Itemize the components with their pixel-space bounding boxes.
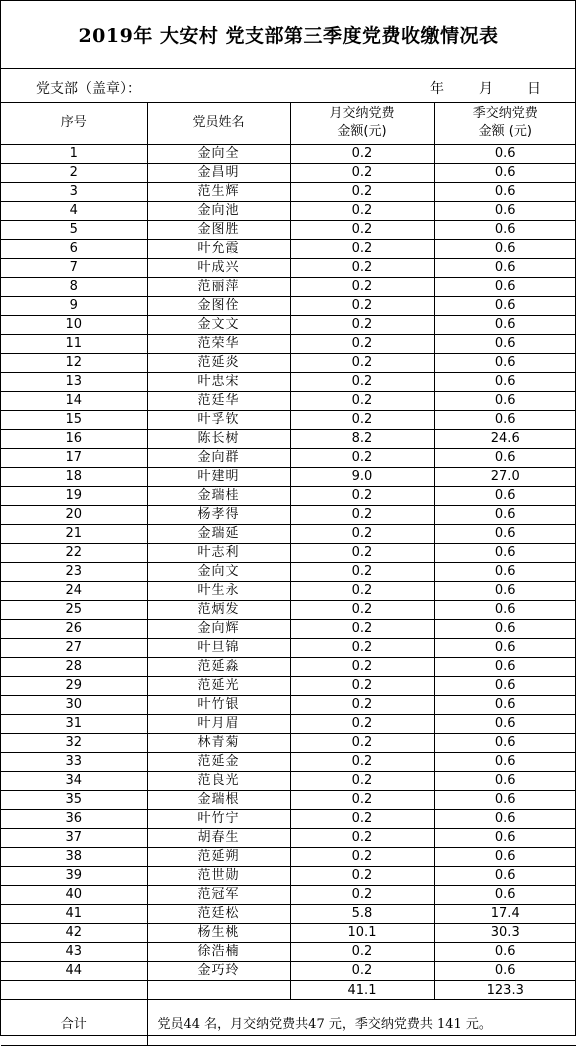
monthly-fee-cell: 0.2 bbox=[290, 449, 434, 468]
table-row bbox=[1, 278, 576, 297]
monthly-fee-cell: 8.2 bbox=[290, 430, 434, 449]
member-name-cell: 杨生桃 bbox=[147, 924, 290, 943]
member-name-cell: 范延光 bbox=[147, 677, 290, 696]
table-row bbox=[1, 164, 576, 183]
monthly-fee-cell: 0.2 bbox=[290, 753, 434, 772]
quarterly-fee-cell: 0.6 bbox=[434, 943, 576, 962]
monthly-fee-cell: 0.2 bbox=[290, 278, 434, 297]
quarterly-fee-cell: 0.6 bbox=[434, 696, 576, 715]
table-row bbox=[1, 335, 576, 354]
quarterly-fee-cell: 0.6 bbox=[434, 886, 576, 905]
member-name-cell: 范延淼 bbox=[147, 658, 290, 677]
seq-cell: 22 bbox=[1, 544, 147, 563]
seq-cell: 14 bbox=[1, 392, 147, 411]
monthly-fee-cell: 0.2 bbox=[290, 715, 434, 734]
monthly-fee-cell: 0.2 bbox=[290, 772, 434, 791]
monthly-fee-cell: 0.2 bbox=[290, 240, 434, 259]
monthly-fee-cell: 0.2 bbox=[290, 525, 434, 544]
member-name-cell: 金瑞桂 bbox=[147, 487, 290, 506]
quarterly-fee-cell: 0.6 bbox=[434, 354, 576, 373]
seq-cell: 38 bbox=[1, 848, 147, 867]
monthly-fee-cell: 0.2 bbox=[290, 487, 434, 506]
monthly-fee-cell: 0.2 bbox=[290, 297, 434, 316]
quarterly-fee-cell: 0.6 bbox=[434, 297, 576, 316]
quarterly-fee-cell: 0.6 bbox=[434, 962, 576, 981]
quarterly-fee-cell: 0.6 bbox=[434, 164, 576, 183]
quarterly-fee-cell: 30.3 bbox=[434, 924, 576, 943]
quarterly-fee-cell: 0.6 bbox=[434, 639, 576, 658]
summary-text: 党员44 名，月交纳党费共47 元，季交纳党费共 141 元。 bbox=[147, 1000, 576, 1046]
monthly-fee-cell: 0.2 bbox=[290, 810, 434, 829]
seq-cell: 15 bbox=[1, 411, 147, 430]
seq-cell: 41 bbox=[1, 905, 147, 924]
member-name-cell: 叶志利 bbox=[147, 544, 290, 563]
table-row bbox=[1, 639, 576, 658]
monthly-fee-cell: 0.2 bbox=[290, 354, 434, 373]
table-row bbox=[1, 886, 576, 905]
table-row bbox=[1, 677, 576, 696]
quarterly-fee-cell: 0.6 bbox=[434, 715, 576, 734]
table-row bbox=[1, 544, 576, 563]
seq-cell: 4 bbox=[1, 202, 147, 221]
header-monthly-fee-line1: 月交纳党费 bbox=[329, 106, 395, 121]
table-row bbox=[1, 354, 576, 373]
monthly-fee-cell: 0.2 bbox=[290, 506, 434, 525]
quarterly-fee-cell: 0.6 bbox=[434, 677, 576, 696]
monthly-fee-cell: 0.2 bbox=[290, 620, 434, 639]
quarterly-fee-cell: 0.6 bbox=[434, 544, 576, 563]
member-name-cell: 金瑞延 bbox=[147, 525, 290, 544]
header-seq: 序号 bbox=[1, 102, 147, 145]
member-name-cell: 杨孝得 bbox=[147, 506, 290, 525]
monthly-fee-cell: 0.2 bbox=[290, 962, 434, 981]
member-name-cell: 范丽萍 bbox=[147, 278, 290, 297]
table-row bbox=[1, 240, 576, 259]
monthly-fee-cell: 0.2 bbox=[290, 791, 434, 810]
quarterly-fee-cell: 0.6 bbox=[434, 278, 576, 297]
member-name-cell: 范炳发 bbox=[147, 601, 290, 620]
member-name-cell: 金巧玲 bbox=[147, 962, 290, 981]
monthly-fee-cell: 0.2 bbox=[290, 848, 434, 867]
member-name-cell: 陈长树 bbox=[147, 430, 290, 449]
seq-cell: 10 bbox=[1, 316, 147, 335]
header-quarterly-fee-line2: 金额 (元) bbox=[478, 124, 532, 139]
seq-cell: 43 bbox=[1, 943, 147, 962]
monthly-fee-cell: 0.2 bbox=[290, 335, 434, 354]
seq-cell: 11 bbox=[1, 335, 147, 354]
monthly-fee-cell: 0.2 bbox=[290, 392, 434, 411]
member-name-cell: 金向群 bbox=[147, 449, 290, 468]
quarterly-fee-cell: 0.6 bbox=[434, 563, 576, 582]
monthly-fee-cell: 0.2 bbox=[290, 582, 434, 601]
monthly-fee-cell: 0.2 bbox=[290, 373, 434, 392]
table-row bbox=[1, 316, 576, 335]
quarterly-fee-cell: 0.6 bbox=[434, 240, 576, 259]
quarterly-fee-cell: 0.6 bbox=[434, 335, 576, 354]
quarterly-fee-cell: 0.6 bbox=[434, 829, 576, 848]
member-name-cell: 金向池 bbox=[147, 202, 290, 221]
seq-cell: 23 bbox=[1, 563, 147, 582]
quarterly-fee-cell: 0.6 bbox=[434, 810, 576, 829]
member-name-cell: 金图佺 bbox=[147, 297, 290, 316]
table-row bbox=[1, 506, 576, 525]
monthly-fee-cell: 0.2 bbox=[290, 259, 434, 278]
seq-cell: 8 bbox=[1, 278, 147, 297]
seq-cell: 9 bbox=[1, 297, 147, 316]
quarterly-fee-cell: 0.6 bbox=[434, 601, 576, 620]
totals-row bbox=[1, 981, 576, 1000]
table-row bbox=[1, 867, 576, 886]
monthly-fee-cell: 0.2 bbox=[290, 563, 434, 582]
seq-cell: 3 bbox=[1, 183, 147, 202]
seq-cell: 25 bbox=[1, 601, 147, 620]
quarterly-fee-cell: 0.6 bbox=[434, 316, 576, 335]
table-row bbox=[1, 183, 576, 202]
quarterly-fee-cell: 0.6 bbox=[434, 202, 576, 221]
member-name-cell: 金昌明 bbox=[147, 164, 290, 183]
table-row bbox=[1, 715, 576, 734]
seq-cell: 40 bbox=[1, 886, 147, 905]
seq-cell: 20 bbox=[1, 506, 147, 525]
member-name-cell: 叶生永 bbox=[147, 582, 290, 601]
header-monthly-fee bbox=[290, 102, 434, 145]
seq-cell: 28 bbox=[1, 658, 147, 677]
quarterly-fee-cell: 17.4 bbox=[434, 905, 576, 924]
quarterly-fee-cell: 0.6 bbox=[434, 259, 576, 278]
seq-cell: 30 bbox=[1, 696, 147, 715]
seq-cell: 1 bbox=[1, 145, 147, 164]
table-row bbox=[1, 734, 576, 753]
table-row bbox=[1, 620, 576, 639]
header-member-name: 党员姓名 bbox=[147, 102, 290, 145]
seq-cell: 26 bbox=[1, 620, 147, 639]
table-row bbox=[1, 468, 576, 487]
monthly-fee-cell: 0.2 bbox=[290, 601, 434, 620]
quarterly-fee-cell: 0.6 bbox=[434, 506, 576, 525]
quarterly-fee-cell: 0.6 bbox=[434, 753, 576, 772]
member-name-cell: 叶竹银 bbox=[147, 696, 290, 715]
quarterly-fee-cell: 0.6 bbox=[434, 658, 576, 677]
day-label: 日 bbox=[527, 81, 541, 97]
monthly-fee-cell: 0.2 bbox=[290, 677, 434, 696]
table-row bbox=[1, 772, 576, 791]
member-name-cell: 范生辉 bbox=[147, 183, 290, 202]
seq-cell: 5 bbox=[1, 221, 147, 240]
table-row bbox=[1, 525, 576, 544]
quarterly-fee-cell: 27.0 bbox=[434, 468, 576, 487]
member-name-cell: 金向辉 bbox=[147, 620, 290, 639]
table-row bbox=[1, 145, 576, 164]
seq-cell: 24 bbox=[1, 582, 147, 601]
seq-cell: 16 bbox=[1, 430, 147, 449]
monthly-fee-cell: 0.2 bbox=[290, 145, 434, 164]
member-name-cell: 金文文 bbox=[147, 316, 290, 335]
table-row bbox=[1, 924, 576, 943]
quarterly-fee-cell: 0.6 bbox=[434, 791, 576, 810]
seq-cell: 21 bbox=[1, 525, 147, 544]
table-row bbox=[1, 696, 576, 715]
member-name-cell: 范延朔 bbox=[147, 848, 290, 867]
document-title: 2019年 大安村 党支部第三季度党费收缴情况表 bbox=[1, 1, 576, 69]
quarterly-fee-cell: 0.6 bbox=[434, 734, 576, 753]
member-name-cell: 范廷华 bbox=[147, 392, 290, 411]
monthly-fee-cell: 0.2 bbox=[290, 202, 434, 221]
seq-cell: 37 bbox=[1, 829, 147, 848]
seq-cell: 18 bbox=[1, 468, 147, 487]
member-name-cell: 胡春生 bbox=[147, 829, 290, 848]
quarterly-fee-cell: 0.6 bbox=[434, 392, 576, 411]
table-row bbox=[1, 582, 576, 601]
table-row bbox=[1, 791, 576, 810]
table-row bbox=[1, 297, 576, 316]
member-name-cell: 金图胜 bbox=[147, 221, 290, 240]
seq-cell: 12 bbox=[1, 354, 147, 373]
table-row bbox=[1, 601, 576, 620]
monthly-fee-cell: 0.2 bbox=[290, 886, 434, 905]
monthly-fee-cell: 0.2 bbox=[290, 943, 434, 962]
seq-cell: 42 bbox=[1, 924, 147, 943]
totals-name-cell bbox=[147, 981, 290, 1000]
seq-cell: 6 bbox=[1, 240, 147, 259]
table-row bbox=[1, 810, 576, 829]
quarterly-fee-cell: 24.6 bbox=[434, 430, 576, 449]
table-row bbox=[1, 848, 576, 867]
member-name-cell: 金瑞根 bbox=[147, 791, 290, 810]
monthly-fee-cell: 5.8 bbox=[290, 905, 434, 924]
table-header-row bbox=[1, 102, 576, 145]
quarterly-fee-cell: 0.6 bbox=[434, 411, 576, 430]
seq-cell: 7 bbox=[1, 259, 147, 278]
seq-cell: 13 bbox=[1, 373, 147, 392]
seq-cell: 35 bbox=[1, 791, 147, 810]
table-row bbox=[1, 658, 576, 677]
member-name-cell: 叶竹宁 bbox=[147, 810, 290, 829]
member-name-cell: 叶旦锦 bbox=[147, 639, 290, 658]
monthly-fee-cell: 0.2 bbox=[290, 658, 434, 677]
year-label: 年 bbox=[430, 81, 444, 97]
branch-stamp-label: 党支部（盖章）： bbox=[36, 81, 141, 97]
table-row bbox=[1, 449, 576, 468]
table-row bbox=[1, 943, 576, 962]
member-name-cell: 范廷松 bbox=[147, 905, 290, 924]
quarterly-fee-cell: 0.6 bbox=[434, 221, 576, 240]
branch-info-line bbox=[1, 69, 576, 103]
quarterly-fee-cell: 0.6 bbox=[434, 582, 576, 601]
quarterly-fee-cell: 0.6 bbox=[434, 525, 576, 544]
quarterly-fee-cell: 0.6 bbox=[434, 620, 576, 639]
table-row bbox=[1, 829, 576, 848]
totals-seq-cell bbox=[1, 981, 147, 1000]
member-name-cell: 叶成兴 bbox=[147, 259, 290, 278]
monthly-fee-cell: 9.0 bbox=[290, 468, 434, 487]
quarterly-fee-cell: 0.6 bbox=[434, 449, 576, 468]
member-name-cell: 林青菊 bbox=[147, 734, 290, 753]
table-row bbox=[1, 373, 576, 392]
member-name-cell: 范冠军 bbox=[147, 886, 290, 905]
table-body bbox=[1, 145, 576, 981]
monthly-fee-cell: 0.2 bbox=[290, 544, 434, 563]
table-row bbox=[1, 753, 576, 772]
quarterly-fee-cell: 0.6 bbox=[434, 867, 576, 886]
seq-cell: 33 bbox=[1, 753, 147, 772]
table-row bbox=[1, 962, 576, 981]
monthly-fee-cell: 0.2 bbox=[290, 164, 434, 183]
member-name-cell: 范延炎 bbox=[147, 354, 290, 373]
member-name-cell: 金向文 bbox=[147, 563, 290, 582]
member-name-cell: 叶月眉 bbox=[147, 715, 290, 734]
member-name-cell: 范世勋 bbox=[147, 867, 290, 886]
quarterly-total: 123.3 bbox=[434, 981, 576, 1000]
table-row bbox=[1, 563, 576, 582]
fee-table bbox=[1, 102, 576, 1046]
quarterly-fee-cell: 0.6 bbox=[434, 373, 576, 392]
quarterly-fee-cell: 0.6 bbox=[434, 772, 576, 791]
table-row bbox=[1, 259, 576, 278]
member-name-cell: 叶孚钦 bbox=[147, 411, 290, 430]
monthly-fee-cell: 0.2 bbox=[290, 867, 434, 886]
seq-cell: 29 bbox=[1, 677, 147, 696]
seq-cell: 19 bbox=[1, 487, 147, 506]
table-row bbox=[1, 392, 576, 411]
seq-cell: 2 bbox=[1, 164, 147, 183]
table-row bbox=[1, 430, 576, 449]
summary-label: 合计 bbox=[1, 1000, 147, 1046]
member-name-cell: 范良光 bbox=[147, 772, 290, 791]
seq-cell: 17 bbox=[1, 449, 147, 468]
seq-cell: 27 bbox=[1, 639, 147, 658]
member-name-cell: 叶忠宋 bbox=[147, 373, 290, 392]
monthly-fee-cell: 0.2 bbox=[290, 411, 434, 430]
monthly-fee-cell: 0.2 bbox=[290, 734, 434, 753]
seq-cell: 44 bbox=[1, 962, 147, 981]
monthly-fee-cell: 0.2 bbox=[290, 829, 434, 848]
monthly-fee-cell: 0.2 bbox=[290, 183, 434, 202]
member-name-cell: 叶允霞 bbox=[147, 240, 290, 259]
seq-cell: 32 bbox=[1, 734, 147, 753]
quarterly-fee-cell: 0.6 bbox=[434, 487, 576, 506]
seq-cell: 39 bbox=[1, 867, 147, 886]
header-monthly-fee-line2: 金额(元) bbox=[337, 124, 387, 139]
monthly-fee-cell: 10.1 bbox=[290, 924, 434, 943]
seq-cell: 36 bbox=[1, 810, 147, 829]
header-quarterly-fee-line1: 季交纳党费 bbox=[472, 106, 538, 121]
member-name-cell: 金向全 bbox=[147, 145, 290, 164]
monthly-fee-cell: 0.2 bbox=[290, 639, 434, 658]
header-quarterly-fee bbox=[434, 102, 576, 145]
monthly-fee-cell: 0.2 bbox=[290, 316, 434, 335]
seq-cell: 31 bbox=[1, 715, 147, 734]
quarterly-fee-cell: 0.6 bbox=[434, 183, 576, 202]
table-row bbox=[1, 221, 576, 240]
table-row bbox=[1, 905, 576, 924]
member-name-cell: 范荣华 bbox=[147, 335, 290, 354]
monthly-fee-cell: 0.2 bbox=[290, 696, 434, 715]
seq-cell: 34 bbox=[1, 772, 147, 791]
summary-row bbox=[1, 1000, 576, 1046]
monthly-total: 41.1 bbox=[290, 981, 434, 1000]
quarterly-fee-cell: 0.6 bbox=[434, 848, 576, 867]
table-row bbox=[1, 487, 576, 506]
monthly-fee-cell: 0.2 bbox=[290, 221, 434, 240]
quarterly-fee-cell: 0.6 bbox=[434, 145, 576, 164]
month-label: 月 bbox=[479, 81, 493, 97]
table-row bbox=[1, 202, 576, 221]
member-name-cell: 范延金 bbox=[147, 753, 290, 772]
member-name-cell: 徐浩楠 bbox=[147, 943, 290, 962]
member-name-cell: 叶建明 bbox=[147, 468, 290, 487]
table-row bbox=[1, 411, 576, 430]
